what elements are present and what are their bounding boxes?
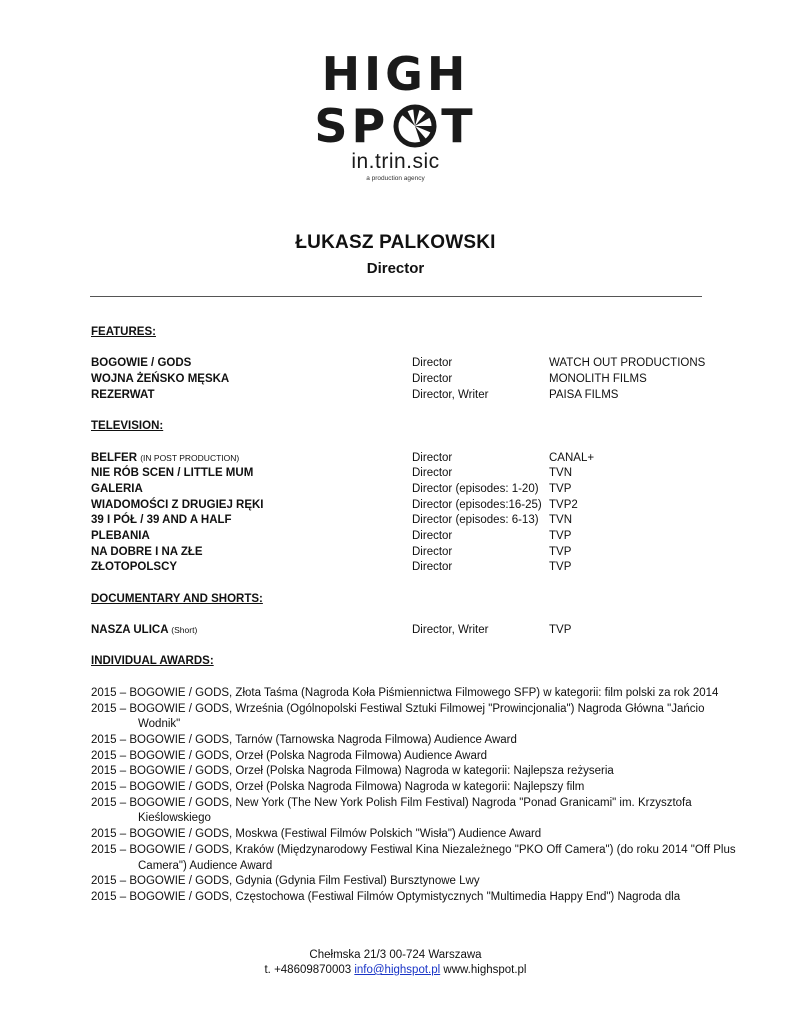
credit-title: REZERWAT xyxy=(91,388,155,401)
credit-note: (Short) xyxy=(171,625,198,636)
footer-email-link[interactable]: info@highspot.pl xyxy=(354,964,441,976)
credit-role: Director xyxy=(412,467,453,480)
credit-row xyxy=(91,623,711,639)
credit-role: Director (episodes: 1-20) xyxy=(412,482,539,495)
credit-company: WATCH OUT PRODUCTIONS xyxy=(549,357,706,370)
credit-row xyxy=(91,482,711,498)
award-item: 2015 – BOGOWIE / GODS, Tarnów (Tarnowska Nagroda Filmowa) Audience Award xyxy=(91,733,517,746)
credit-company: TVP xyxy=(549,482,572,495)
credit-company: TVP2 xyxy=(549,498,578,511)
credit-row xyxy=(91,545,711,561)
credit-title: BOGOWIE / GODS xyxy=(91,357,192,370)
credit-title: WOJNA ŻEŃSKO MĘSKA xyxy=(91,373,230,386)
award-item: 2015 – BOGOWIE / GODS, Gdynia (Gdynia Film Festival) Bursztynowe Lwy xyxy=(91,875,480,888)
credit-row xyxy=(91,513,711,529)
logo-word-high: HIGH xyxy=(321,47,470,101)
credit-row xyxy=(91,466,711,482)
credit-company: TVP xyxy=(549,624,572,637)
section-heading-awards: INDIVIDUAL AWARDS: xyxy=(91,655,214,668)
credit-role: Director xyxy=(412,545,453,558)
credit-row xyxy=(91,372,711,388)
credit-title: WIADOMOŚCI Z DRUGIEJ RĘKI xyxy=(91,498,264,511)
footer-website: www.highspot.pl xyxy=(443,964,527,976)
credit-role: Director (episodes: 6-13) xyxy=(412,514,539,527)
awards-list xyxy=(91,686,736,906)
credit-role: Director xyxy=(412,373,453,386)
credit-title: 39 I PÓŁ / 39 AND A HALF xyxy=(91,514,232,527)
credit-company: PAISA FILMS xyxy=(549,388,619,401)
section-heading-television: TELEVISION: xyxy=(91,420,164,433)
logo-word-spot xyxy=(0,100,791,152)
documentary-list xyxy=(91,623,711,639)
credit-title: NASZA ULICA (Short) xyxy=(91,624,198,637)
person-role: Director xyxy=(366,260,425,277)
credit-title: NA DOBRE I NA ZŁE xyxy=(91,545,203,558)
logo-subtitle: in.trin.sic xyxy=(351,150,440,173)
credit-company: TVN xyxy=(549,514,572,527)
credit-role: Director xyxy=(412,529,453,542)
credit-company: TVP xyxy=(549,561,572,574)
footer-contact xyxy=(0,964,791,976)
credit-company: TVP xyxy=(549,545,572,558)
credit-title: GALERIA xyxy=(91,482,143,495)
credit-company: CANAL+ xyxy=(549,451,595,464)
credit-row xyxy=(91,498,711,514)
credit-row xyxy=(91,451,711,467)
credit-note: (IN POST PRODUCTION) xyxy=(140,452,240,463)
credit-role: Director, Writer xyxy=(412,388,489,401)
footer-address: Chełmska 21/3 00-724 Warszawa xyxy=(309,949,482,961)
television-list xyxy=(91,451,711,577)
credit-role: Director xyxy=(412,451,453,464)
footer-phone: t. +48609870003 xyxy=(264,964,352,976)
logo-word-spot-right: T xyxy=(441,99,477,153)
credit-role: Director (episodes:16-25) xyxy=(412,498,542,511)
award-item: 2015 – BOGOWIE / GODS, Orzeł (Polska Nagroda Filmowa) Audience Award xyxy=(91,749,488,762)
credit-title: PLEBANIA xyxy=(91,529,150,542)
credit-title: NIE RÓB SCEN / LITTLE MUM xyxy=(91,467,254,480)
credit-row xyxy=(91,560,711,576)
credit-company: TVP xyxy=(549,529,572,542)
credit-row xyxy=(91,388,711,404)
award-item: 2015 – BOGOWIE / GODS, Orzeł (Polska Nagroda Filmowa) Nagroda w kategorii: Najlepszy film xyxy=(91,781,585,794)
award-item: 2015 – BOGOWIE / GODS, Moskwa (Festiwal Filmów Polskich "Wisła") Audience Award xyxy=(91,828,542,841)
award-item: 2015 – BOGOWIE / GODS, Września (Ogólnopolski Festiwal Sztuki Filmowej "Prowincjonalia") Nagroda Główna "Jańcio Wodnik" xyxy=(91,702,705,731)
section-heading-documentary: DOCUMENTARY AND SHORTS: xyxy=(91,592,263,605)
section-heading-features: FEATURES: xyxy=(91,326,156,338)
credit-role: Director, Writer xyxy=(412,624,489,637)
award-item: 2015 – BOGOWIE / GODS, Orzeł (Polska Nagroda Filmowa) Nagroda w kategorii: Najlepsza reżyseria xyxy=(91,765,614,778)
award-item: 2015 – BOGOWIE / GODS, New York (The New York Polish Film Festival) Nagroda "Ponad Granicami" im. Krzysztofa Kieślowskiego xyxy=(91,796,692,825)
credit-title: ZŁOTOPOLSCY xyxy=(91,561,178,574)
logo-tagline: a production agency xyxy=(366,175,425,182)
credit-row xyxy=(91,529,711,545)
credit-company: TVN xyxy=(549,467,572,480)
credit-role: Director xyxy=(412,561,453,574)
features-list xyxy=(91,356,711,403)
header-divider xyxy=(90,296,702,297)
award-item: 2015 – BOGOWIE / GODS, Częstochowa (Festiwal Filmów Optymistycznych "Multimedia Happy End") Nagroda dla xyxy=(91,890,681,903)
award-item: 2015 – BOGOWIE / GODS, Kraków (Międzynarodowy Festiwal Kina Niezależnego "PKO Off Camera") (do roku 2014 "Off Plus Camera") Audience Award xyxy=(91,843,736,872)
award-item: 2015 – BOGOWIE / GODS, Złota Taśma (Nagroda Koła Piśmiennictwa Filmowego SFP) w kategorii: film polski za rok 2014 xyxy=(91,686,719,699)
logo-word-spot-left: SP xyxy=(314,99,390,153)
cv-content xyxy=(91,325,736,906)
sunburst-icon xyxy=(393,104,437,148)
credit-company: MONOLITH FILMS xyxy=(549,373,647,386)
person-name: ŁUKASZ PALKOWSKI xyxy=(295,232,496,253)
credit-title: BELFER (IN POST PRODUCTION) xyxy=(91,451,240,464)
credit-row xyxy=(91,356,711,372)
company-logo xyxy=(0,48,791,183)
credit-role: Director xyxy=(412,357,453,370)
